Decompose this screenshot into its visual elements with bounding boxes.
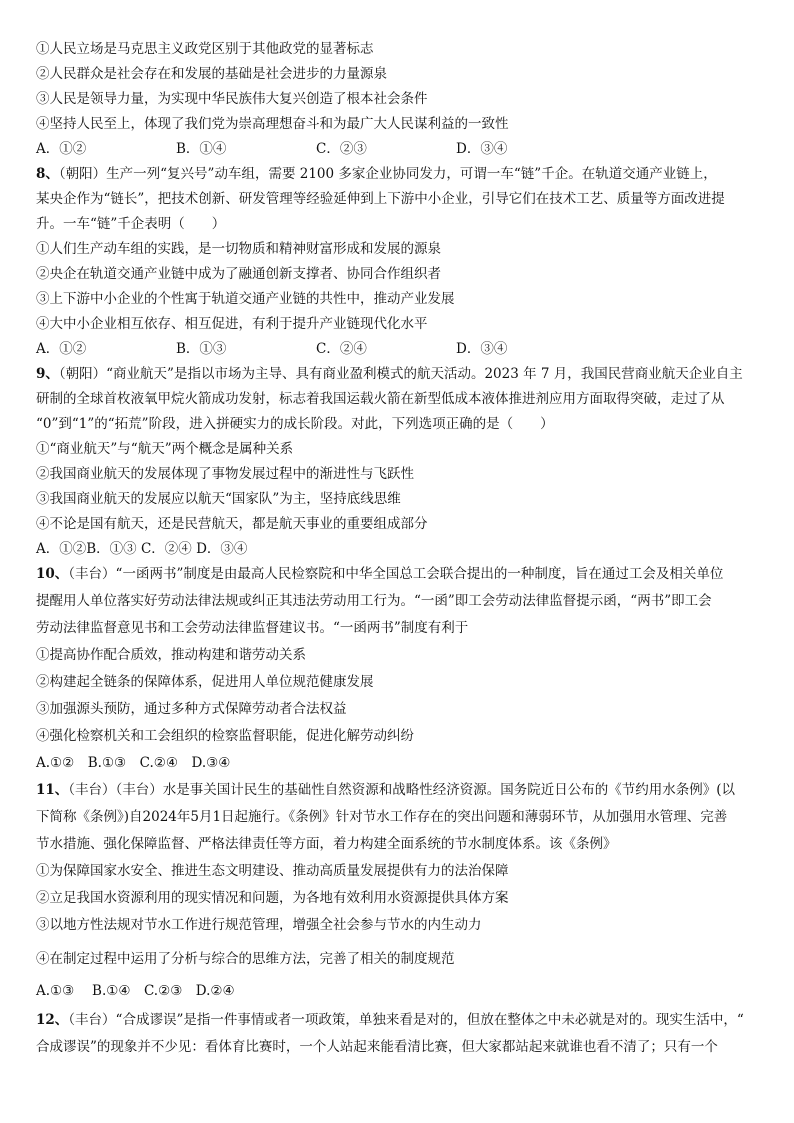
- q7-choice-c: C．②③: [316, 141, 367, 157]
- q9-stem-line-1: [36, 365, 743, 383]
- q8-choice-c: C．②④: [316, 341, 367, 357]
- q8-option-3: ③上下游中小企业的个性寓于轨道交通产业链的共性中，推动产业发展: [36, 291, 455, 307]
- q8-stem-line-2: 某央企作为“链长”，把技术创新、研发管理等经验延伸到上下游中小企业，引导它们在技术工艺、质量等方面改进提: [36, 191, 725, 207]
- q12-stem-line-1: [36, 1011, 744, 1029]
- q7-choice-d: D．③④: [456, 141, 508, 157]
- q9-choices: A．①②B．①③ C．②④ D．③④: [36, 541, 248, 557]
- q11-option-2: ②立足我国水资源利用的现实情况和问题，为各地有效利用水资源提供具体方案: [36, 890, 509, 906]
- q8-stem-line-3: 升。一车“链”千企表明（ ）: [36, 216, 226, 232]
- q8-number: 8、: [36, 166, 59, 182]
- q10-option-4: ④强化检察机关和工会组织的检察监督职能，促进化解劳动纠纷: [36, 728, 414, 744]
- q11-stem-line-1: [36, 781, 735, 799]
- q9-stem-line-2: 研制的全球首枚液氧甲烷火箭成功发射，标志着我国运载火箭在新型低成本液体推进剂应用方面取得突破，走过了从: [36, 391, 725, 407]
- q8-choice-d: D．③④: [456, 341, 508, 357]
- q10-number: 10、: [36, 566, 69, 582]
- q9-number: 9、: [36, 366, 59, 382]
- q8-text-1: （朝阳）生产一列“复兴号”动车组，需要 2100 多家企业协同发力，可谓一车“链”千企。在轨道交通产业链上，: [58, 166, 717, 182]
- q8-option-1: ①人们生产动车组的实践，是一切物质和精神财富形成和发展的源泉: [36, 241, 441, 257]
- q12-number: 12、: [36, 1012, 69, 1028]
- q10-stem-line-2: 提醒用人单位落实好劳动法律法规或纠正其违法劳动用工行为。“一函”即工会劳动法律监督提示函，“两书”即工会: [36, 593, 712, 609]
- q8-option-4: ④大中小企业相互依存、相互促进，有利于提升产业链现代化水平: [36, 316, 428, 332]
- q9-text-1: （朝阳）“商业航天”是指以市场为主导、具有商业盈利模式的航天活动。2023 年 7 月，我国民营商业航天企业自主: [58, 366, 743, 382]
- q11-stem-line-3: 节水措施、强化保障监督、严格法律责任等方面，着力构建全面系统的节水制度体系。该《条例》: [36, 836, 617, 852]
- q9-stem-line-3: “0”到“1”的“拓荒”阶段，进入拼硬实力的成长阶段。对此，下列选项正确的是（ ）: [36, 416, 554, 432]
- q7-option-2: ②人民群众是社会存在和发展的基础是社会进步的力量源泉: [36, 66, 387, 82]
- q12-text-1: （丰台）“合成谬误”是指一件事情或者一项政策，单独来看是对的，但放在整体之中未必就是对的。现实生活中，“: [68, 1012, 744, 1028]
- q9-option-1: ①“商业航天”与“航天”两个概念是属种关系: [36, 441, 294, 457]
- q7-choice-b: B．①④: [176, 141, 227, 157]
- q10-option-3: ③加强源头预防，通过多种方式保障劳动者合法权益: [36, 701, 347, 717]
- q11-stem-line-2: 下简称《条例》)自2024年5月1日起施行。《条例》针对节水工作存在的突出问题和薄弱环节，从加强用水管理、完善: [36, 809, 728, 825]
- q10-text-1: （丰台）“一函两书”制度是由最高人民检察院和中华全国总工会联合提出的一种制度，旨在通过工会及相关单位: [68, 566, 724, 582]
- q7-option-1: ①人民立场是马克思主义政党区别于其他政党的显著标志: [36, 41, 374, 57]
- q11-option-4: ④在制定过程中运用了分析与综合的思维方法，完善了相关的制度规范: [36, 951, 455, 967]
- q8-stem-line-1: [36, 165, 717, 183]
- q10-choices: A.①② B.①③ C.②④ D.③④: [36, 755, 231, 771]
- q10-stem-line-3: 劳动法律监督意见书和工会劳动法律监督建议书。“一函两书”制度有利于: [36, 620, 469, 636]
- q7-choices: [36, 140, 596, 158]
- q7-choice-a: A．①②: [36, 141, 87, 157]
- q11-text-1: （丰台）（丰台）水是事关国计民生的基础性自然资源和战略性经济资源。国务院近日公布的《节约用水条例》(以: [68, 782, 736, 798]
- q11-number: 11、: [36, 782, 69, 798]
- q11-option-3: ③以地方性法规对节水工作进行规范管理，增强全社会参与节水的内生动力: [36, 917, 482, 933]
- q11-choices: A.①③ B.①④ C.②③ D.②④: [36, 983, 235, 999]
- q7-option-4: ④坚持人民至上，体现了我们党为崇高理想奋斗和为最广大人民谋利益的一致性: [36, 116, 509, 132]
- q8-option-2: ②央企在轨道交通产业链中成为了融通创新支撑者、协同合作组织者: [36, 266, 441, 282]
- q8-choice-b: B．①③: [176, 341, 227, 357]
- q8-choice-a: A．①②: [36, 341, 87, 357]
- q10-option-1: ①提高协作配合质效，推动构建和谐劳动关系: [36, 647, 306, 663]
- q8-choices: [36, 340, 596, 358]
- q9-option-2: ②我国商业航天的发展体现了事物发展过程中的渐进性与飞跃性: [36, 466, 414, 482]
- q9-option-4: ④不论是国有航天，还是民营航天，都是航天事业的重要组成部分: [36, 516, 428, 532]
- q12-stem-line-2: 合成谬误”的现象并不少见：看体育比赛时，一个人站起来能看清比赛，但大家都站起来就谁也看不清了；只有一个: [36, 1039, 718, 1055]
- q9-option-3: ③我国商业航天的发展应以航天“国家队”为主，坚持底线思维: [36, 491, 401, 507]
- q11-option-1: ①为保障国家水安全、推进生态文明建设、推动高质量发展提供有力的法治保障: [36, 863, 509, 879]
- q7-option-3: ③人民是领导力量，为实现中华民族伟大复兴创造了根本社会条件: [36, 91, 428, 107]
- q10-stem-line-1: [36, 565, 723, 583]
- q10-option-2: ②构建起全链条的保障体系，促进用人单位规范健康发展: [36, 674, 374, 690]
